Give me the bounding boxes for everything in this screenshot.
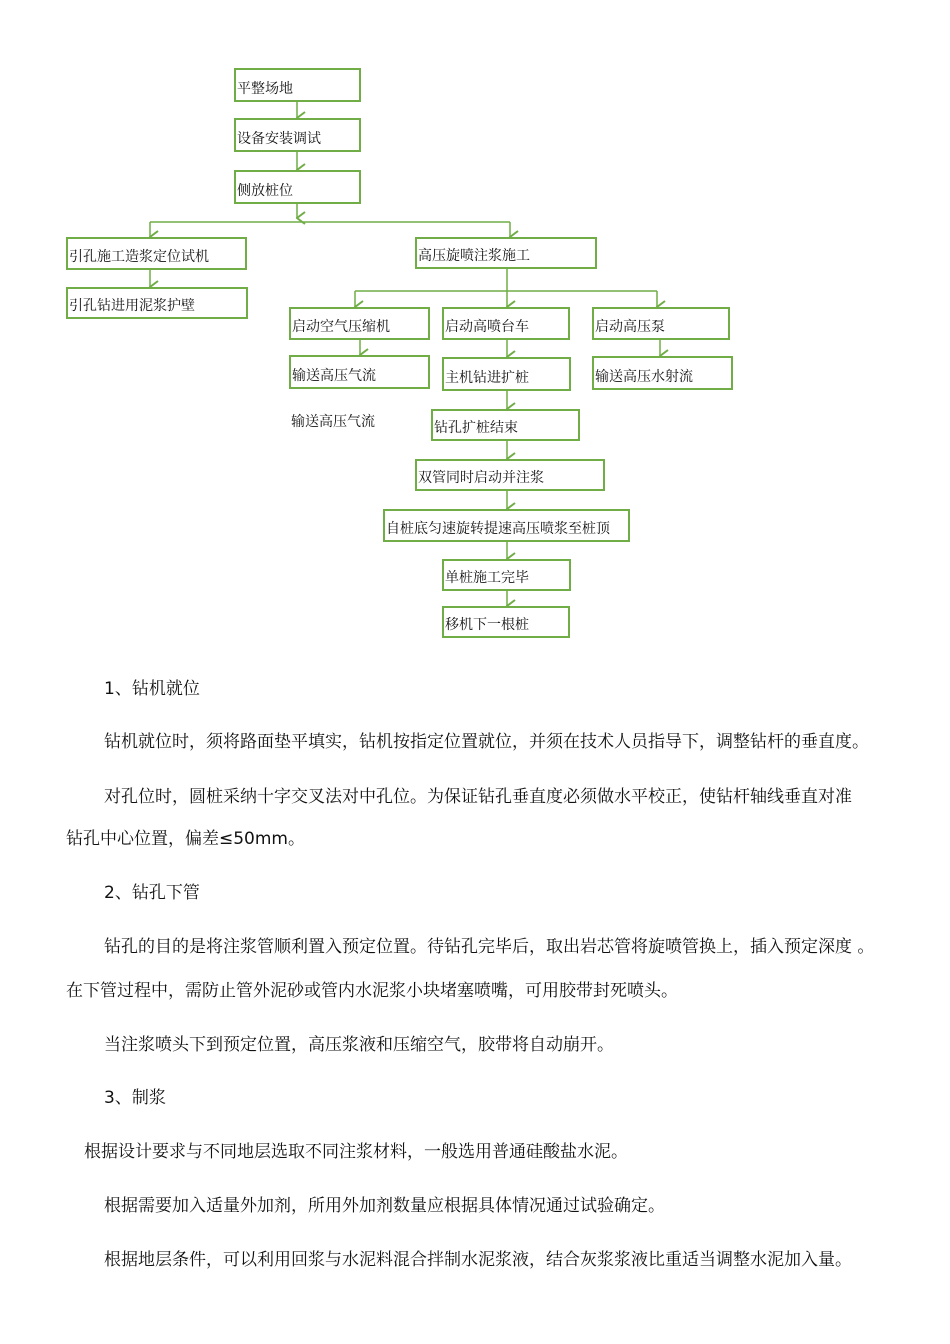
- flow-step-drill-expand: 主机钻进扩桩: [442, 357, 571, 391]
- flow-step-rotate-lift: 自桩底匀速旋转提速高压喷浆至桩顶: [383, 509, 630, 542]
- flow-step-dual-grouting: 双管同时启动并注浆: [415, 459, 605, 491]
- flow-step-pilot-hole-drill: 引孔钻进用泥浆护壁: [66, 287, 248, 319]
- paragraph-2-line-1: 对孔位时，圆桩采纳十字交叉法对中孔位。为保证钻孔垂直度必须做水平校正，使钻杆轴线垂直对准: [104, 787, 852, 807]
- section-heading-2: 2、钻孔下管: [104, 883, 200, 903]
- paragraph-4: 当注浆喷头下到预定位置，高压浆液和压缩空气，胶带将自动崩开。: [104, 1035, 614, 1055]
- paragraph-3-line-1: 钻孔的目的是将注浆管顺利置入预定位置。待钻孔完毕后，取出岩芯管将旋喷管换上，插入预定深度 。: [104, 937, 875, 957]
- paragraph-2-line-2: 钻孔中心位置，偏差≤50mm。: [66, 829, 305, 849]
- flow-step-jet-grouting: 高压旋喷注浆施工: [415, 237, 597, 269]
- flow-step-water-jet: 输送高压水射流: [592, 356, 733, 390]
- flow-step-start-compressor: 启动空气压缩机: [289, 307, 430, 340]
- flow-step-move-next: 移机下一根桩: [442, 606, 570, 638]
- flow-step-start-rig: 启动高喷台车: [442, 307, 570, 340]
- paragraph-1: 钻机就位时，须将路面垫平填实，钻机按指定位置就位，并须在技术人员指导下，调整钻杆的垂直度。: [104, 732, 869, 752]
- flow-step-start-pump: 启动高压泵: [592, 307, 730, 340]
- flow-step-drill-complete: 钻孔扩桩结束: [431, 409, 580, 441]
- flow-step-install-equipment: 设备安装调试: [234, 118, 361, 152]
- flow-step-pilot-hole-setup: 引孔施工造浆定位试机: [66, 237, 247, 270]
- section-heading-3: 3、制浆: [104, 1088, 166, 1108]
- paragraph-7: 根据地层条件，可以利用回浆与水泥料混合拌制水泥浆液，结合灰浆浆液比重适当调整水泥加入量。: [104, 1250, 852, 1270]
- section-heading-1: 1、钻机就位: [104, 679, 200, 699]
- flow-step-air-flow: 输送高压气流: [289, 355, 430, 389]
- flow-step-mark-pile: 侧放桩位: [234, 170, 361, 204]
- flow-note-air-flow: 输送高压气流: [291, 414, 375, 430]
- paragraph-6: 根据需要加入适量外加剂，所用外加剂数量应根据具体情况通过试验确定。: [104, 1196, 665, 1216]
- paragraph-5: 根据设计要求与不同地层选取不同注浆材料，一般选用普通硅酸盐水泥。: [84, 1142, 628, 1162]
- flow-step-pile-done: 单桩施工完毕: [442, 559, 571, 591]
- paragraph-3-line-2: 在下管过程中，需防止管外泥砂或管内水泥浆小块堵塞喷嘴，可用胶带封死喷头。: [66, 981, 678, 1001]
- construction-flowchart: [0, 0, 950, 660]
- flow-step-level-site: 平整场地: [234, 68, 361, 102]
